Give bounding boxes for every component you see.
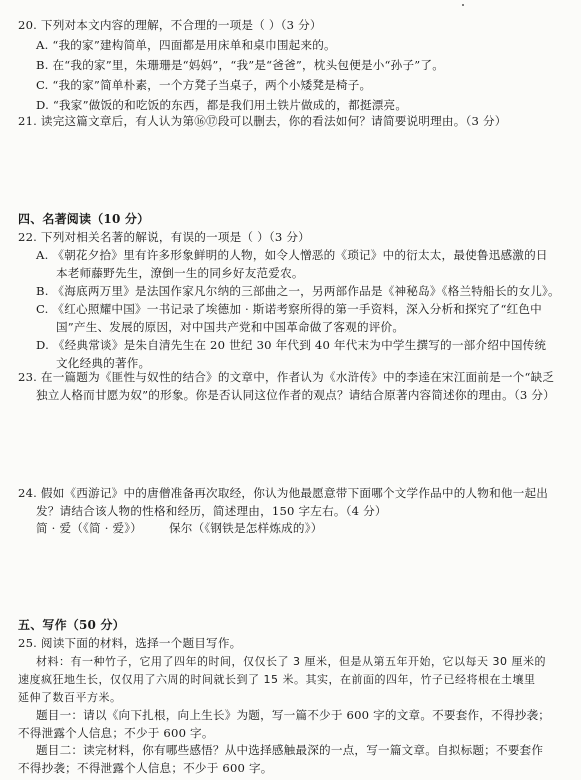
- q23-line2: 独立人格而甘愿为奴”的形象。你是否认同这位作者的观点？请结合原著内容简述你的理由。（3 分）: [36, 388, 555, 402]
- q25-topic1-line2: 不得泄露个人信息；不少于 600 字。: [18, 726, 214, 740]
- q22-stem: 22. 下列对相关名著的解说，有误的一项是（ ）（3 分）: [18, 230, 310, 244]
- q20-option-c: C. “我的家”简单朴素，一个方凳子当桌子，两个小矮凳是椅子。: [36, 78, 372, 92]
- section4-title: 四、名著阅读（10 分）: [18, 212, 150, 226]
- q22-option-a-line1: A. 《朝花夕拾》里有许多形象鲜明的人物，如令人憎恶的《琐记》中的衍太太，最使鲁迅感激的日: [36, 248, 548, 262]
- q22-option-b: B. 《海底两万里》是法国作家凡尔纳的三部曲之一，另两部作品是《神秘岛》《格兰特船长的女儿》。: [36, 284, 560, 298]
- q20-option-b: B. 在“我的家”里，朱珊珊是“妈妈”，“我”是“爸爸”，枕头包便是小“孙子”了。: [36, 58, 444, 72]
- q20-stem: 20. 下列对本文内容的理解，不合理的一项是（ ）（3 分）: [18, 18, 322, 32]
- section5-title: 五、写作（50 分）: [18, 618, 125, 632]
- q21-stem: 21. 读完这篇文章后，有人认为第⑯⑰段可以删去，你的看法如何？请简要说明理由。（3 分）: [18, 114, 507, 128]
- q24-line1: 24. 假如《西游记》中的唐僧准备再次取经，你认为他最愿意带下面哪个文学作品中的人物和他一起出: [18, 486, 549, 500]
- q25-topic2-line1: 题目二：读完材料，你有哪些感悟？从中选择感触最深的一点，写一篇文章。自拟标题；不要套作: [36, 743, 544, 757]
- speck-mark: [462, 4, 464, 6]
- q23-line1: 23. 在一篇题为《匪性与奴性的结合》的文章中，作者认为《水浒传》中的李逵在宋江面前是一个“缺乏: [18, 370, 555, 384]
- q22-option-a-line2: 本老师藤野先生，潦倒一生的同乡好友范爱农。: [56, 266, 304, 280]
- q24-option-jane-eyre: 简 · 爱（《简 · 爱》）: [36, 521, 143, 535]
- q25-topic1-line1: 题目一：请以《向下扎根，向上生长》为题，写一篇不少于 600 字的文章。不要套作，不得抄袭；: [36, 708, 551, 722]
- q22-option-d-line2: 文化经典的著作。: [56, 356, 151, 370]
- q20-option-d: D. “我家”做饭的和吃饭的东西，都是我们用土铁片做成的，都挺漂亮。: [36, 98, 408, 112]
- q22-option-c-line1: C. 《红心照耀中国》一书记录了埃德加 · 斯诺考察所得的第一手资料，深入分析和探究了“红色中: [36, 302, 542, 316]
- q24-line2: 发？请结合该人物的性格和经历，简述理由，150 字左右。（4 分）: [36, 504, 387, 518]
- q25-material-line2: 速度疯狂地生长，仅仅用了六周的时间就长到了 15 米。其实，在前面的四年，竹子已经将根在土壤里: [18, 673, 536, 686]
- q22-option-c-line2: 国”产生、发展的原因，对中国共产党和中国革命做了客观的评价。: [56, 320, 405, 334]
- q25-material-line3: 延伸了数百平方米。: [18, 691, 122, 704]
- q25-material-line1: 材料：有一种竹子，它用了四年的时间，仅仅长了 3 厘米，但是从第五年开始，它以每天 30 厘米的: [36, 655, 546, 668]
- q25-stem: 25. 阅读下面的材料，选择一个题目写作。: [18, 636, 242, 650]
- q20-option-a: A. “我的家”建构简单，四面都是用床单和桌巾围起来的。: [36, 38, 336, 52]
- q25-topic2-line2: 不得抄袭；不得泄露个人信息；不少于 600 字。: [18, 761, 273, 775]
- q24-option-pavel: 保尔（《钢铁是怎样炼成的》）: [169, 521, 323, 535]
- q22-option-d-line1: D. 《经典常谈》是朱自清先生在 20 世纪 30 年代到 40 年代末为中学生撰写的一部介绍中国传统: [36, 338, 547, 352]
